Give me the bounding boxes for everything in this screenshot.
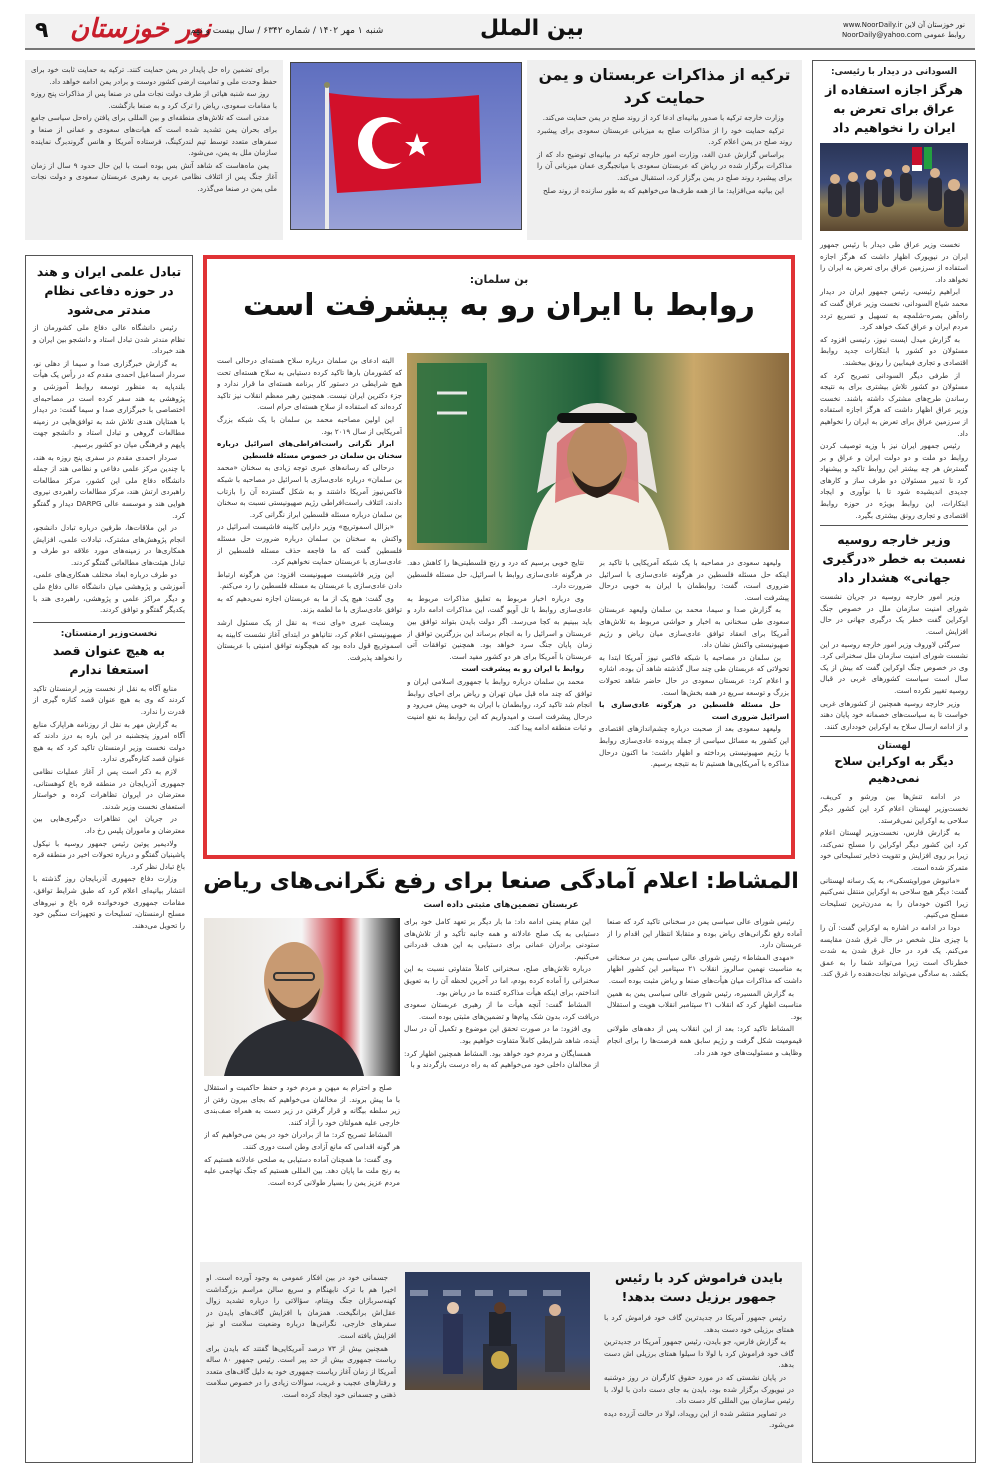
biden-column-left: جسمانی خود در بین افکار عمومی به وجود آورده است. او اخیرا هم با ترک نابهنگام و سریع سالن مراسم بزرگداشت کهنه‌سربازان جنگ ویتنام، سؤالاتی را درباره تشدید زوال عقل‌اش برانگیخت. همزمان با افزایش گاف‌های بایدن در سفرهای خارجی، نگرانی‌ها درباره وضعیت سلامت او نیز افزایش یافته است. همچنین بیش از ۷۳ درصد آمریکایی‌ها گفتند که بایدن برای ریاست جمهوری بیش از حد پیر است. رئیس جمهور ۸۰ ساله آمریکا از زمان آغاز ریاست جمهوری خود به دلیل گاف‌های متعدد و رفتارهای عجیب و غریب، سوالات زیادی را در خصوص سلامت ذهنی و جسمانی خود ایجاد کرده است. <box>206 1273 396 1399</box>
people-silhouettes-icon <box>820 143 968 231</box>
feature-column-middle: نتایج خوبی برسیم که درد و رنج فلسطینی‌ها را کاهش دهد. در هرگونه عادی‌سازی روابط با اسرائیل، حل مسئله فلسطین ضرورت دارد. وی درباره اخبار مربوط به تعلیق مذاکرات مربوط به عادی‌سازی روابط با تل آویو گفت، این مذاکرات ادامه دارد و باید ببینیم به کجا می‌رسد. اگر دولت بایدن بتواند توافق بین عربستان و اسرائیل را به انجام برساند این بزرگترین توافق از زمان پایان جنگ سرد خواهد بود. همچنین توافقات آتی عربستان با آمریکا برای هر دو کشور مفید است. روابط با ایران رو به پیشرفت است محمد بن سلمان درباره روابط با جمهوری اسلامی ایران و توافق که چند ماه قبل میان تهران و ریاض برای احیای روابط انجام شد تاکید کرد، روابطمان با ایران به خوبی پیش می‌رود و درحال پیشرفت است و امیدواریم که این روابط به نفع امنیت و ثبات منطقه ادامه پیدا کند. <box>407 558 592 733</box>
article-body: برای تضمین راه حل پایدار در یمن حمایت کنند. ترکیه به حمایت ثابت خود برای حفظ وحدت ملی و تمامیت ارضی کشور دوست و برادر یمن ادامه خواهد داد. روز سه شنبه هیاتی از طرف دولت نجات ملی در صنعا پس از مذاکرات پنج روزه با مقامات سعودی، ریاض را ترک کرد و به صنعا بازگشت. مدتی است که تلاش‌های منطقه‌ای و بین المللی برای یافتن راه‌حل سیاسی جامع برای بحران یمن تشدید شده است که هیات‌های سعودی و عمانی از صنعا و سفرهای متعدد توسط تیم لندرکینگ، فرستاده آمریکا و هانس گروندبرگ نماینده سازمان ملل به یمن، می‌شود. یمن ماه‌هاست که شاهد آتش بس بوده است با این حال حدود ۹ سال از زمان آغاز جنگ پس از ائتلاف نظامی عربی به رهبری عربستان سعودی و دولت نجات ملی یمن در صنعا می‌گذرد. <box>31 65 277 193</box>
article-title: تبادل علمی ایران و هند در حوزه دفاعی نظام مندتر می‌شود <box>36 264 182 317</box>
article-india <box>25 255 193 1463</box>
divider <box>820 736 968 737</box>
article-kicker-armenia: نخست‌وزیر ارمنستان: <box>60 628 158 639</box>
feature-column-left: البته ادعای بن سلمان درباره سلاح هسته‌ای درحالی است که کشورمان بارها تاکید کرده دستیابی به سلاح هسته‌ای تحت هیچ شرایطی در دستور کار برنامه هسته‌ای ما قرار ندارد و جزء دکترین ایران نیست. همچنین رهبر معظم انقلاب نیز تاکید کرده‌اند که استفاده از سلاح هسته‌ای حرام است. این اولین مصاحبه محمد بن سلمان با یک شبکه بزرگ آمریکایی از سال ۲۰۱۹ بود. ابراز نگرانی راست‌افراطی‌های اسرائیل درباره سخنان بن سلمان در خصوص مسئله فلسطین درحالی که رسانه‌های عبری توجه زیادی به سخنان «محمد بن سلمان» درباره عادی‌سازی با اسرائیل در مصاحبه با شبکه فاکس‌نیوز آمریکا داشتند و به شکل گسترده آن را بازتاب دادند، ائتلاف راست‌افراطی رژیم صهیونیستی نسبت به سخنان بن سلمان درباره مسئله فلسطین ابراز نگرانی کرد. «بزالل اسموتریچ» وزیر دارایی کابینه فاشیست اسرائیل در واکنش به سخنان بن سلمان درباره ضرورت حل مسئله فلسطین گفت که ما فاجعه حذف مسئله فلسطین از عادی‌سازی با عربستان حمایت نخواهیم کرد. این وزیر فاشیست صهیونیست افزود: من هرگونه ارتباط دادن عادی‌سازی با عربستان به مسئله فلسطین را رد می‌کنم. وی گفت: هیچ یک از ما به عربستان اجازه نمی‌دهیم که به توافق عادی‌سازی با ما لطمه بزند. وبسایت عبری «وای نت» به نقل از یک مسئول ارشد صهیونیستی اعلام کرد، نتانیاهو در ابتدای آغاز نشست کابینه به اسموتریچ قول داده بود که هیچگونه توافق امنیتی با عربستان را نخواهد پذیرفت. <box>217 356 402 662</box>
article-title-poland: دیگر به اوکراین سلاح نمی‌دهیم <box>834 754 954 786</box>
article-iraq <box>812 60 976 1463</box>
podium-scene-icon <box>405 1272 590 1390</box>
article-title: هرگز اجازه استفاده از عراق برای تعرض به ایران را نخواهیم داد <box>825 82 963 135</box>
article-mashat <box>200 866 802 1226</box>
subhead: ابراز نگرانی راست‌افراطی‌های اسرائیل درباره سخنان بن سلمان در خصوص مسئله فلسطین <box>217 439 402 460</box>
contact-info <box>842 20 965 40</box>
divider <box>820 525 968 526</box>
article-title: ترکیه از مذاکرات عربستان و یمن حمایت کرد <box>538 66 791 107</box>
article-title: بایدن فراموش کرد با رئیس جمهور برزیل دست بدهد! <box>615 1270 783 1304</box>
biden-column-right: رئیس جمهور آمریکا در جدیدترین گاف خود فراموش کرد با همتای برزیلی خود دست بدهد. به گزارش فارس، جو بایدن، رئیس جمهور آمریکا در جدیدترین گاف خود فراموش کرد با لولا دا سیلوا همتای برزیلی اش دست بدهد. در پایان نشستی که در مورد حقوق کارگران در روز دوشنبه در نیویورک برگزار شده بود، بایدن به جای دست دادن با لولا، با رئیس سازمان بین المللی کار دست داد. در تصاویر منتشر شده از این رویداد، لولا در حالت آزرده دیده می‌شود. <box>604 1313 794 1430</box>
biden-lula-photo <box>405 1272 590 1390</box>
email-link[interactable]: NoorDaily@yahoo.com روابط عمومی <box>841 31 965 39</box>
article-body: رئیس دانشگاه عالی دفاع ملی کشورمان از نظام مندتر شدن تبادل استاد و دانشجو بین ایران و هند خبرداد. به گزارش خبرگزاری صدا و سیما از دهلی نو، سردار اسماعیل احمدی مقدم که در رأس یک هیأت بلندپایه به منظور توسعه روابط آموزشی و پژوهشی به هند سفر کرده است در مصاحبه‌ای اختصاصی با خبرگزاری صدا و سیما گفت: در دیدار با همتایان هندی تلاش شد به توافق‌هایی در زمینه مطالعات گروهی و تبادل استاد و دانشجو جهت پایهم و فرهنگی میان دو کشور برسیم. سردار احمدی مقدم در سفری پنج روزه به هند، با چندین مرکز علمی دفاعی و نظامی هند از جمله دانشگاه دفاع ملی این کشور، مرکز مطالعات راهبردی ارتش هند، مرکز مطالعات راهبردی نیروی هوایی هند و موسسه عالی DARPG دیدار و گفتگو کرد. در این ملاقات‌ها، طرفین درباره تبادل دانشجو، انجام پژوهش‌های مشترک، تبادلات علمی، افزایش همکاری‌ها در زمینه‌های مورد علاقه دو طرف و تبادل هیئت‌های مطالعاتی گفتگو کردند. دو طرف درباره ابعاد مختلف همکاری‌های علمی، آموزشی و پژوهشی میان دانشگاه عالی دفاع ملی و دیگر مراکز علمی و پژوهشی، راهبردی هند با یکدیگر گفتگو و توافق کردند. <box>33 323 185 615</box>
article-turkey-continued <box>25 60 283 240</box>
issue-date-line: شنبه ۱ مهر ۱۴۰۲ / شماره ۶۳۴۲ / سال بیست و نهم <box>190 26 384 36</box>
article-body: نخست وزیر عراق طی دیدار با رئیس جمهور ایران در نیویورک اظهار داشت که هرگز اجازه استفاده از سرزمین عراق برای تعرض به ایران را نخواهد داد. ابراهیم رئیسی، رئیس جمهور ایران در دیدار محمد شیاع السودانی، نخست وزیر عراق گفت که راه‌آهن بصره-شلمچه به تسهیل و تسریع تردد مردم ایران و عراق کمک خواهد کرد. به گزارش میدل ایست نیوز، رئیسی افزود که مسئولان دو کشور با ابتکارات جدید روابط اقتصادی و تجاری فیمابین را رونق ببخشند. از طرفی دیگر السودانی تصریح کرد که مسئولان دو کشور تلاش بیشتری برای به نتیجه رساندن طرح‌های مشترک داشته باشند. نخست وزیر عراق اظهار داشت که هرگز اجازه استفاده از سرزمین عراق برای تعرض به ایران را نخواهیم داد. رئیس جمهور ایران نیز با وزیه توصیف کردن روابط دو ملت و دو دولت ایران و عراق و بر گسترش هر چه بیشتر این روابط تاکید و پیشنهاد کرد تا تدبیر مسئولان دو طرف ساز و کارهای جدیدی اندیشیده شود تا با نوآوری و ایجاد ابتکارات، این روابط بویژه در حوزه روابط اقتصادی و تجاری رونق بیشتری بگیرد. <box>820 240 968 520</box>
article-body-russia: وزیر امور خارجه روسیه در جریان نشست شورای امنیت سازمان ملل در خصوص جنگ اوکراین گفت خطر یک درگیری جهانی در حال افزایش است. سرگئی لاوروف وزیر امور خارجه روسیه در این نشست شورای امنیت سازمان ملل سخنرانی کرد. وی در خصوص جنگ اوکراین گفت که بیش از یک سال است سیاست کشورهای غربی در قبال روسیه تغییر نکرده است. وزیر خارجه روسیه همچنین از کشورهای غربی خواست تا به سیاست‌های خصمانه خود پایان دهند و از ادامه ارسال سلاح به اوکراین خودداری کنند. <box>820 592 968 731</box>
article-body: وزارت خارجه ترکیه با صدور بیانیه‌ای ادعا کرد از روند صلح در یمن حمایت می‌کند. ترکیه حمایت خود را از مذاکرات صلح به میزبانی عربستان سعودی برای پیشبرد روند صلح در یمن اعلام کرد. براساس گزارش عدن الغد، وزارت امور خارجه ترکیه در بیانیه‌ای توضیح داد که از مذاکرات برگزار شده در ریاض که عربستان سعودی با میانجیگری عمان میزبانی آن را برای پیشبرد روند صلح در یمن برگزار کرد، استقبال می‌کند. این بیانیه می‌افزاید: ما از همه طرف‌ها می‌خواهیم که به طور سازنده از روند صلح <box>537 113 792 195</box>
turkish-flag-photo <box>290 62 522 230</box>
iraq-meeting-photo <box>820 143 968 231</box>
mashat-photo <box>204 918 400 1076</box>
article-biden <box>200 1262 802 1463</box>
subhead: حل مسئله فلسطین در هرگونه عادی‌سازی با اسرائیل ضروری است <box>599 700 789 721</box>
article-kicker: بن سلمان: <box>469 273 529 286</box>
portrait-icon <box>407 353 789 550</box>
portrait-icon <box>204 918 400 1076</box>
article-body-poland: در ادامه تنش‌ها بین ورشو و کی‌یف، نخست‌وزیر لهستان اعلام کرد این کشور دیگر سلاحی به اوکراین نمی‌فرستد. به گزارش فارس، نخست‌وزیر لهستان اعلام کرد این کشور دیگر اوکراین را مسلح نمی‌کند، زیرا بر روی افزایش و تقویت ذخایر تسلیحاتی خود متمرکز شده است. «ماتیوش موراویتسکی»، به یک رسانه لهستانی گفت: دیگر هیچ سلاحی به اوکراین منتقل نمی‌کنیم زیرا اکنون خودمان را به مدرن‌ترین تسلیحات مسلح می‌کنیم. دودا در ادامه در اشاره به اوکراین گفت: آن را با چیزی مثل شخص در حال غرق شدن مقایسه می‌کنم. یک فرد در حال غرق شدن به شدت خطرناک است زیرا می‌تواند شما را به عمق بکشد. به سادگی می‌تواند نجات‌دهنده را غرق کند. <box>820 792 968 979</box>
article-body-armenia: منابع آگاه به نقل از نخست وزیر ارمنستان تاکید کردند که وی به هیچ عنوان قصد کناره گیری از قدرت را ندارد. به گزارش مهر به نقل از روزنامه هراپارک منابع آگاه امروز پنجشنبه در این باره به درز دادند که دولت نخست وزیر ارمنستان تاکید کرد که به هیچ عنوان قصد کناره‌گیری ندارد. لازم به ذکر است پس از آغاز عملیات نظامی جمهوری آذربایجان در منطقه قره باغ کوهستانی، معترضان در ایروان تظاهرات کرده و خواستار استعفای نخست وزیر شدند. در جریان این تظاهرات درگیری‌هایی بین معترضان و ماموران پلیس رخ داد. ولادیمیر پوتین رئیس جمهور روسیه با نیکول پاشینیان گفتگو و درباره تحولات اخیر در منطقه قره باغ تبادل نظر کرد. وزارت دفاع جمهوری آذربایجان روز گذشته با انتشار بیانیه‌ای اعلام کرد که طبق شرایط توافق، مقامات جمهوری خودخوانده قره باغ و نیروهای مسلح ارمنستان، تسلیحات و تجهیزات سنگین خود را تحویل می‌دهند. <box>33 683 185 930</box>
feature-column-right: ولیعهد سعودی در مصاحبه با یک شبکه آمریکایی با تاکید بر اینکه حل مسئله فلسطین در هرگونه عادی‌سازی با اسرائیل ضروری است، گفت: روابطمان با ایران به خوبی درحال پیشرفت است. به گزارش صدا و سیما، محمد بن سلمان ولیعهد عربستان سعودی طی سخنانی به اخبار و حواشی مربوط به تلاش‌های آمریکا برای انعقاد توافق عادی‌سازی میان ریاض و رژیم صهیونیستی واکنش نشان داد. بن سلمان در مصاحبه با شبکه فاکس نیوز آمریکا ابتدا به تحولاتی که عربستان طی چند سال گذشته شاهد آن بوده، اشاره و اعلام کرد: عربستان سعودی در حال حاضر شاهد تحولات بزرگ و توسعه سریع در همه بخش‌ها است. حل مسئله فلسطین در هرگونه عادی‌سازی با اسرائیل ضروری است ولیعهد سعودی بعد از صحبت درباره چشم‌اندازهای اقتصادی این کشور به مسائل سیاسی از جمله پرونده عادی‌سازی روابط با رژیم صهیونیستی پرداخته و اظهار داشت: ما اکنون درحال مذاکره با آمریکایی‌ها هستیم تا به نتیجه برسیم. <box>599 558 789 769</box>
mashat-column-2: این مقام یمنی ادامه داد: ما بار دیگر بر تعهد کامل خود برای دستیابی به یک صلح عادلانه و همه جانبه تأکید و از تلاش‌های ستودنی برادران عمانی برای دستیابی به این هدف قدردانی می‌کنیم. درباره تلاش‌های صلح، سخنرانی کاملاً متفاوتی نسبت به این سخنرانی را آماده کرده بودم، اما در آخرین لحظه آن را به تعویق انداختم، برای اینکه هیأت مذاکره کننده ما در ریاض بود. المشاط گفت: آنچه هیأت ما از رهبری عربستان سعودی دریافت کرد، بدون شک پیام‌ها و تضمین‌های مثبتی بوده است. وی افزود: ما در صورت تحقق این موضوع و تکمیل آن در سال آینده، شاهد شرایطی کاملاً متفاوت خواهیم بود. همسایگان و مردم خود خواهد بود. المشاط همچنین اظهار کرد: از مخالفان داخلی خود می‌خواهیم که به راه درست بازگردند و با <box>404 917 599 1070</box>
article-title: المشاط: اعلام آمادگی صنعا برای رفع نگرانی‌های ریاض <box>203 869 799 894</box>
page-number: ۹ <box>35 18 49 43</box>
feature-article-bin-salman <box>203 255 795 859</box>
subhead: روابط با ایران رو به پیشرفت است <box>461 664 584 674</box>
mashat-column-1: رئیس شورای عالی سیاسی یمن در سخنانی تاکید کرد که صنعا آماده رفع نگرانی‌های ریاض بوده و متقابلا انتظار این اقدام را از عربستان دارد. «مهدی المشاط» رئیس شورای عالی سیاسی یمن در سخنانی به مناسبت نهمین سالروز انقلاب ۲۱ سپتامبر این کشور اظهار داشت که مذاکرات میان هیأت‌های صنعا و ریاض مثبت بوده است. به گزارش المسیره، رئیس شورای عالی سیاسی یمن به همین مناسبت اظهار کرد که انقلاب ۲۱ سپتامبر انقلاب هویت و استقلال بود. المشاط تاکید کرد: بعد از این انقلاب پس از دهه‌های طولانی قیمومیت شکل گرفت و رژیم سابق همه فرصت‌ها را برای انجام وظایف و مسئولیت‌های خود هدر داد. <box>607 917 802 1057</box>
article-subtitle: عربستان تضمین‌های مثبتی داده است <box>423 900 579 910</box>
article-kicker-poland: لهستان <box>877 741 911 752</box>
bin-salman-photo <box>407 353 789 550</box>
article-title: روابط با ایران رو به پیشرفت است <box>243 288 755 323</box>
article-title-armenia: به هیچ عنوان قصد استعفا ندارم <box>52 642 166 677</box>
page-header <box>25 14 975 50</box>
section-title: بین الملل <box>480 16 584 41</box>
flag-icon <box>290 63 521 230</box>
article-kicker: السودانی در دیدار با رئیسی: <box>830 67 958 77</box>
divider <box>33 622 185 623</box>
article-turkey <box>527 60 802 240</box>
website-link[interactable]: www.NoorDaily.ir نور خوزستان آن لاین <box>843 21 965 29</box>
newspaper-logo: نور خوزستان <box>70 14 211 44</box>
article-title-russia: وزیر خارجه روسیه نسبت به خطر «درگیری جهانی» هشدار داد <box>822 532 966 586</box>
mashat-column-3: صلح و احترام به میهن و مردم خود و حفظ حاکمیت و استقلال با ما پیش بروند. از مخالفان می‌خواهیم که بجای بیرون رفتن از زیر سلطه بیگانه و قرار گرفتن در زیر دست به همراه صف‌بندی خارجی علیه همولتان خود را آزاد کنند. المشاط تصریح کرد: ما از برادران خود در یمن می‌خواهیم که از هر گونه اقدامی که مانع آزادی وطن است دوری کنند. وی گفت: ما همچنان آماده دستیابی به صلحی عادلانه هستیم که به رنج ملت ما پایان دهد. بین المللی هستیم که جنگ تهاجمی علیه مردم عزیز یمن را بسیار طولانی کرده است. <box>204 1083 400 1187</box>
